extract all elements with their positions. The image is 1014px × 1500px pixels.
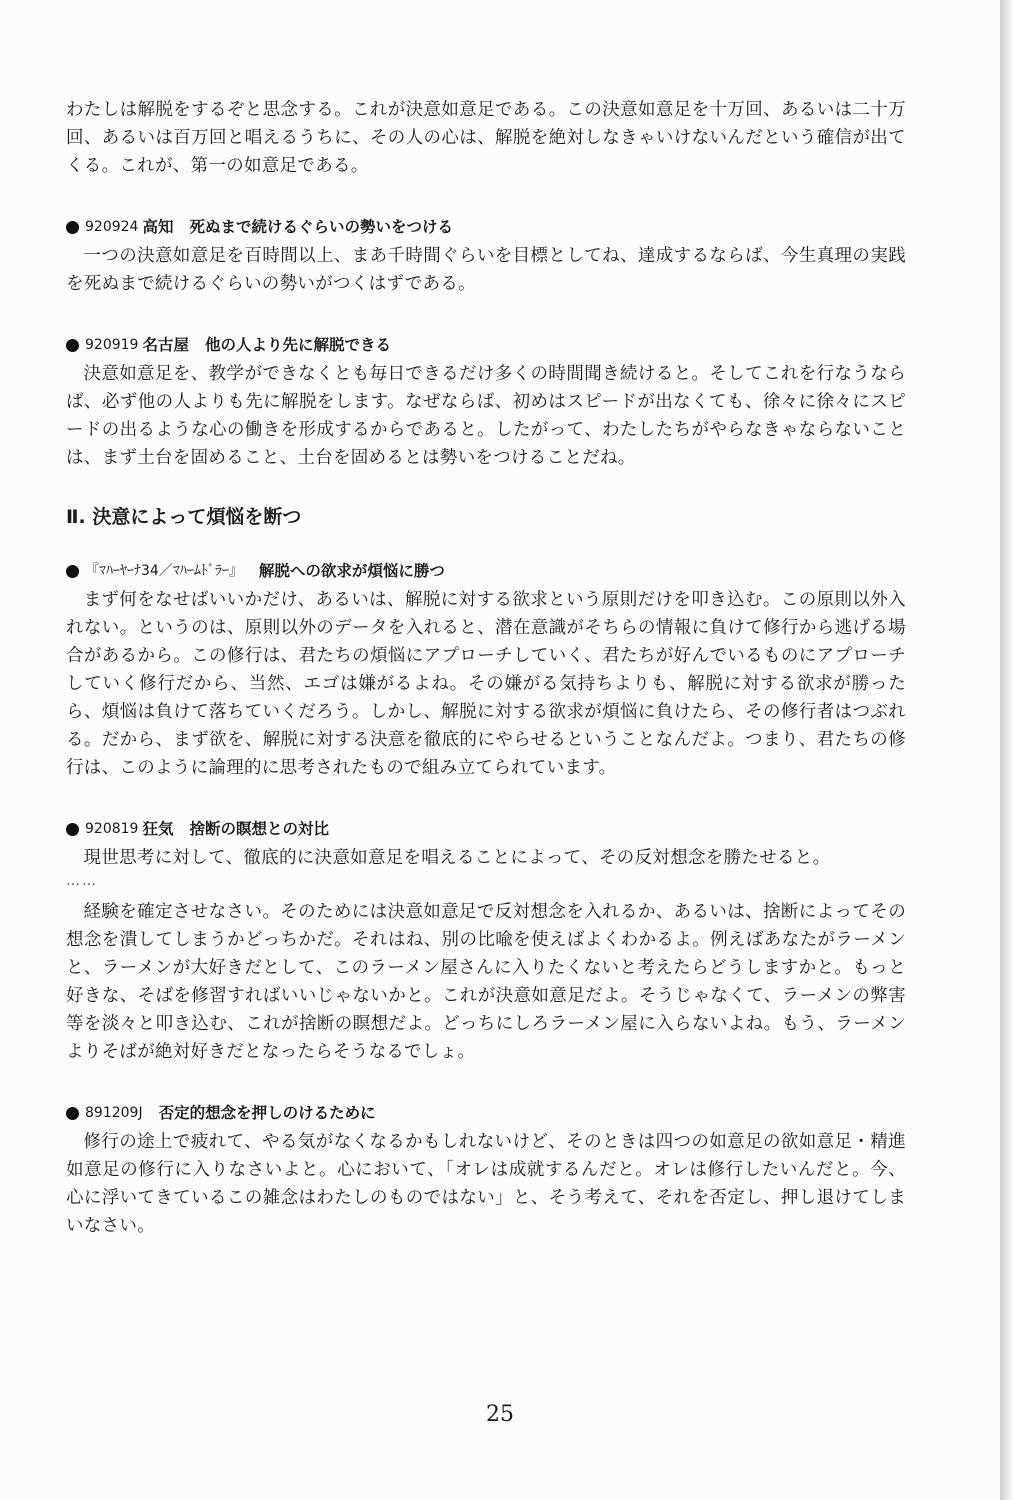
entry-place: 高知 xyxy=(142,218,174,236)
entry-title: 他の人より先に解脱できる xyxy=(204,336,391,354)
entry-paragraph: 決意如意足を、教学ができなくとも毎日できるだけ多くの時間聞き続けると。そしてこれを行なうならば、必ず他の人よりも先に解脱をします。なぜならば、初めはスピードが出なくても、徐々に徐々にスピードの出るような心の働きを形成するからであると。したがって、わたしたちがやらなきゃならないことは、まず土台を固めること、土台を固めるとは勢いをつけることだね。 xyxy=(66,364,906,468)
entry-source: 『ﾏﾊｰﾔｰﾅ34／ﾏﾊｰﾑﾄﾞﾗｰ』 xyxy=(85,563,243,579)
entry-id: 920819 xyxy=(85,821,139,837)
entry-heading xyxy=(66,332,906,358)
entry-id: 891209J xyxy=(85,1105,143,1121)
page-edge xyxy=(1000,0,1014,1500)
entry-paragraph-continued: 経験を確定させなさい。そのためには決意如意足で反対想念を入れるか、あるいは、捨断によってその想念を潰してしまうかどっちかだ。それはね、別の比喩を使えばよくわかるよ。例えばあなたがラーメンと、ラーメンが大好きだとして、このラーメン屋さんに入りたくないと考えたらどうしますかと。もっと好きな、そばを修習すればいいじゃないかと。これが決意如意足だよ。そうじゃなくて、ラーメンの弊害等を淡々と叩き込む、これが捨断の瞑想だよ。どっちにしろラーメン屋に入らないよね。もう、ラーメンよりそばが絶対好きだとなったらそうなるでしょ。 xyxy=(66,902,906,1062)
ellipsis: …… xyxy=(66,873,98,889)
entry-title: 捨断の瞑想との対比 xyxy=(189,820,329,838)
entry-heading xyxy=(66,558,906,584)
entry-title: 解脱への欲求が煩悩に勝つ xyxy=(258,562,445,580)
entry-id: 920919 xyxy=(85,337,139,353)
entry-paragraph: 現世思考に対して、徹底的に決意如意足を唱えることによって、その反対想念を勝たせると。 xyxy=(83,848,831,868)
entry-place: 狂気 xyxy=(142,820,174,838)
section-title: Ⅱ. 決意によって煩悩を断つ xyxy=(66,506,302,528)
entry-title: 否定的想念を押しのけるために xyxy=(158,1104,376,1122)
entry-paragraph: 修行の途上で疲れて、やる気がなくなるかもしれないけど、そのときは四つの如意足の欲如意足・精進如意足の修行に入りなさいよと。心において、「オレは成就するんだと。オレは修行したいんだと。今、心に浮いてきているこの雑念はわたしのものではない」と、そう考えて、それを否定し、押し退けてしまいなさい。 xyxy=(66,1132,906,1236)
entry-heading xyxy=(66,816,906,842)
intro-paragraph: わたしは解脱をするぞと思念する。これが決意如意足である。この決意如意足を十万回、あるいは二十万回、あるいは百万回と唱えるうちに、その人の心は、解脱を絶対しなきゃいけないんだという確信が出てくる。これが、第一の如意足である。 xyxy=(66,100,906,176)
entry-paragraph: まず何をなせばいいかだけ、あるいは、解脱に対する欲求という原則だけを叩き込む。この原則以外入れない。というのは、原則以外のデータを入れると、潜在意識がそちらの情報に負けて修行から逃げる場合があるから。この修行は、君たちの煩悩にアプローチしていく、君たちが好んでいるものにアプローチしていく修行だから、当然、エゴは嫌がるよね。その嫌がる気持ちよりも、解脱に対する欲求が勝ったら、煩悩は負けて落ちていくだろう。しかし、解脱に対する欲求が煩悩に負けたら、その修行者はつぶれる。だから、まず欲を、解脱に対する決意を徹底的にやらせるということなんだよ。つまり、君たちの修行は、このように論理的に思考されたもので組み立てられています。 xyxy=(66,590,906,778)
entry-heading xyxy=(66,214,906,240)
bullet-icon xyxy=(66,221,79,234)
entry-id: 920924 xyxy=(85,219,139,235)
entry-heading xyxy=(66,1100,906,1126)
entry-place: 名古屋 xyxy=(142,336,189,354)
bullet-icon xyxy=(66,339,79,352)
page-number: 25 xyxy=(486,1402,514,1427)
entry-paragraph: 一つの決意如意足を百時間以上、まあ千時間ぐらいを目標としてね、達成するならば、今生真理の実践を死ぬまで続けるぐらいの勢いがつくはずである。 xyxy=(66,246,906,294)
entry-title: 死ぬまで続けるぐらいの勢いをつける xyxy=(189,218,453,236)
document-body xyxy=(66,96,906,1240)
bullet-icon xyxy=(66,565,79,578)
bullet-icon xyxy=(66,1107,79,1120)
bullet-icon xyxy=(66,823,79,836)
